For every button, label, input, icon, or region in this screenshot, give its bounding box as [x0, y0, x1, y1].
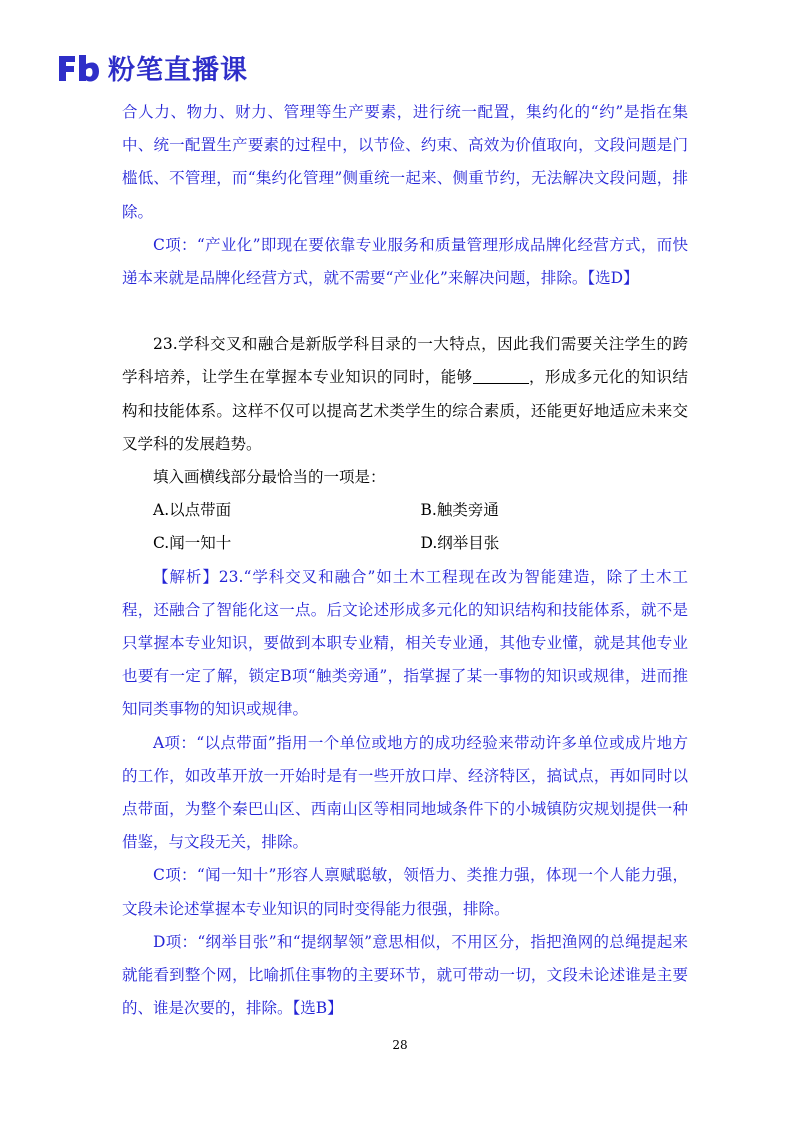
option-b: B.触类旁通	[420, 501, 499, 520]
option-d: D.纲举目张	[420, 534, 500, 553]
question-stem-part1: 23.学科交叉和融合是新版学科目录的一大特点，因此我们需要关注学生的跨学科培养，让学生在掌握本专业知识的同时，能够	[122, 335, 688, 387]
fb-logo-icon	[56, 51, 100, 85]
option-c: C.闻一知十	[153, 534, 232, 553]
answer-blank	[473, 366, 529, 384]
header-logo	[56, 48, 248, 87]
analysis-option-d: D项：“纲举目张”和“提纲挈领”意思相似，不用区分，指把渔网的总绳提起来就能看到整个网，比喻抓住事物的主要环节，就可带动一切，文段未论述谁是主要的、谁是次要的，排除。【选B】	[122, 932, 688, 1018]
question-stem-part2: ，形成多元化的知识结构和技能体系。这样不仅可以提高艺术类学生的综合素质，还能更好地适应未来交叉学科的发展趋势。	[122, 368, 688, 453]
page-number: 28	[392, 1038, 408, 1052]
option-a: A.以点带面	[153, 501, 232, 520]
analysis-intro: 【解析】23.“学科交叉和融合”如土木工程现在改为智能建造，除了土木工程，还融合了智能化这一点。后文论述形成多元化的知识结构和技能体系，就不是只掌握本专业知识，要做到本职专业精，相关专业通，其他专业懂，就是其他专业也要有一定了解，锁定B项“触类旁通”，指掌握了某一事物的知识或规律，进而推知同类事物的知识或规律。	[122, 567, 688, 719]
analysis-option-a: A项：“以点带面”指用一个单位或地方的成功经验来带动许多单位或成片地方的工作，如改革开放一开始时是有一些开放口岸、经济特区，搞试点，再如同时以点带面，为整个秦巴山区、西南山区等相同地域条件下的小城镇防灾规划提供一种借鉴，与文段无关，排除。	[122, 733, 688, 852]
question-prompt: 填入画横线部分最恰当的一项是：	[153, 468, 386, 487]
prev-answer-option-c: C项：“产业化”即现在要依靠专业服务和质量管理形成品牌化经营方式，而快递本来就是品牌化经营方式，就不需要“产业化”来解决问题，排除。【选D】	[122, 235, 688, 288]
question-stem	[122, 328, 688, 461]
options-row-1	[122, 494, 688, 527]
options-row-2	[122, 527, 688, 560]
analysis-option-c: C项：“闻一知十”形容人禀赋聪敏，领悟力、类推力强，体现一个人能力强，文段未论述掌握本专业知识的同时变得能力很强，排除。	[122, 866, 688, 918]
page-content	[122, 96, 688, 1025]
logo-text: 粉笔直播课	[108, 55, 248, 86]
prev-answer-paragraph: 合人力、物力、财力、管理等生产要素，进行统一配置，集约化的“约”是指在集中、统一配置生产要素的过程中，以节俭、约束、高效为价值取向，文段问题是门槛低、不管理，而“集约化管理”侧重统一起来、侧重节约，无法解决文段问题，排除。	[122, 103, 688, 221]
